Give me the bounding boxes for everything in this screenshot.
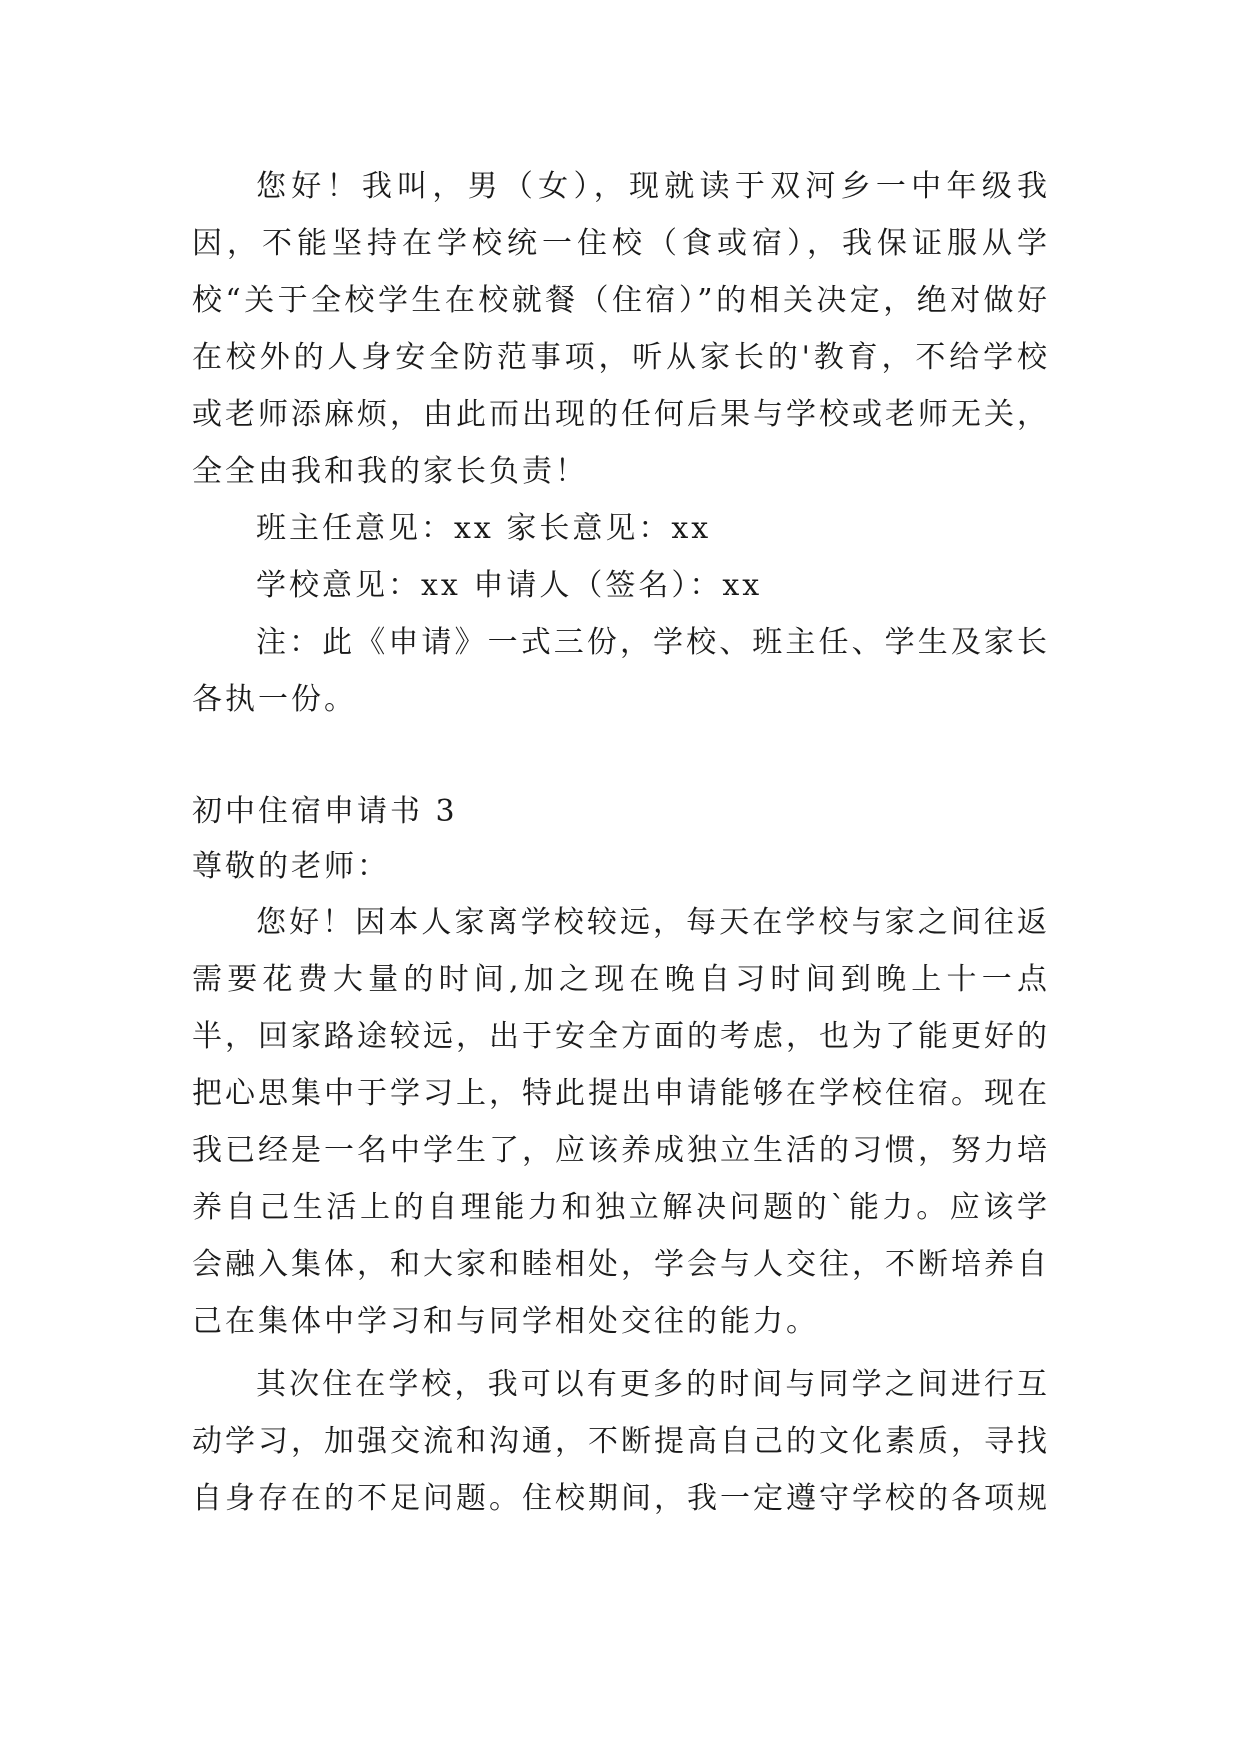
signoff-line-teacher-parent: 班主任意见：xx 家长意见：xx — [256, 511, 712, 546]
document-page — [192, 158, 1050, 1527]
section3-title: 初中住宿申请书 3 — [192, 794, 458, 829]
section2-body: 您好！我叫，男（女），现就读于双河乡一中年级我因，不能坚持在学校统一住校（食或宿），我保证服从学校“关于全校学生在校就餐（住宿）”的相关决定，绝对做好在校外的人身安全防范事项，听从家长的'教育，不给学校或老师添麻烦，由此而出现的任何后果与学校或老师无关，全全由我和我的家长负责！ — [192, 169, 1050, 489]
section3-paragraph-1: 您好！因本人家离学校较远，每天在学校与家之间往返需要花费大量的时间,加之现在晚自习时间到晚上十一点半，回家路途较远，出于安全方面的考虑，也为了能更好的把心思集中于学习上，特此提出申请能够在学校住宿。现在我已经是一名中学生了，应该养成独立生活的习惯，努力培养自己生活上的自理能力和独立解决问题的`能力。应该学会融入集体，和大家和睦相处，学会与人交往，不断培养自己在集体中学习和与同学相处交往的能力。 — [192, 905, 1050, 1339]
note-paragraph: 注：此《申请》一式三份，学校、班主任、学生及家长各执一份。 — [192, 625, 1050, 717]
section3-salutation: 尊敬的老师： — [192, 849, 390, 884]
section3-paragraph-2: 其次住在学校，我可以有更多的时间与同学之间进行互动学习，加强交流和沟通，不断提高自己的文化素质，寻找自身存在的不足问题。住校期间，我一定遵守学校的各项规 — [192, 1367, 1050, 1516]
signoff-line-school-applicant: 学校意见：xx 申请人（签名）：xx — [256, 568, 763, 603]
section3-header — [192, 784, 1050, 894]
